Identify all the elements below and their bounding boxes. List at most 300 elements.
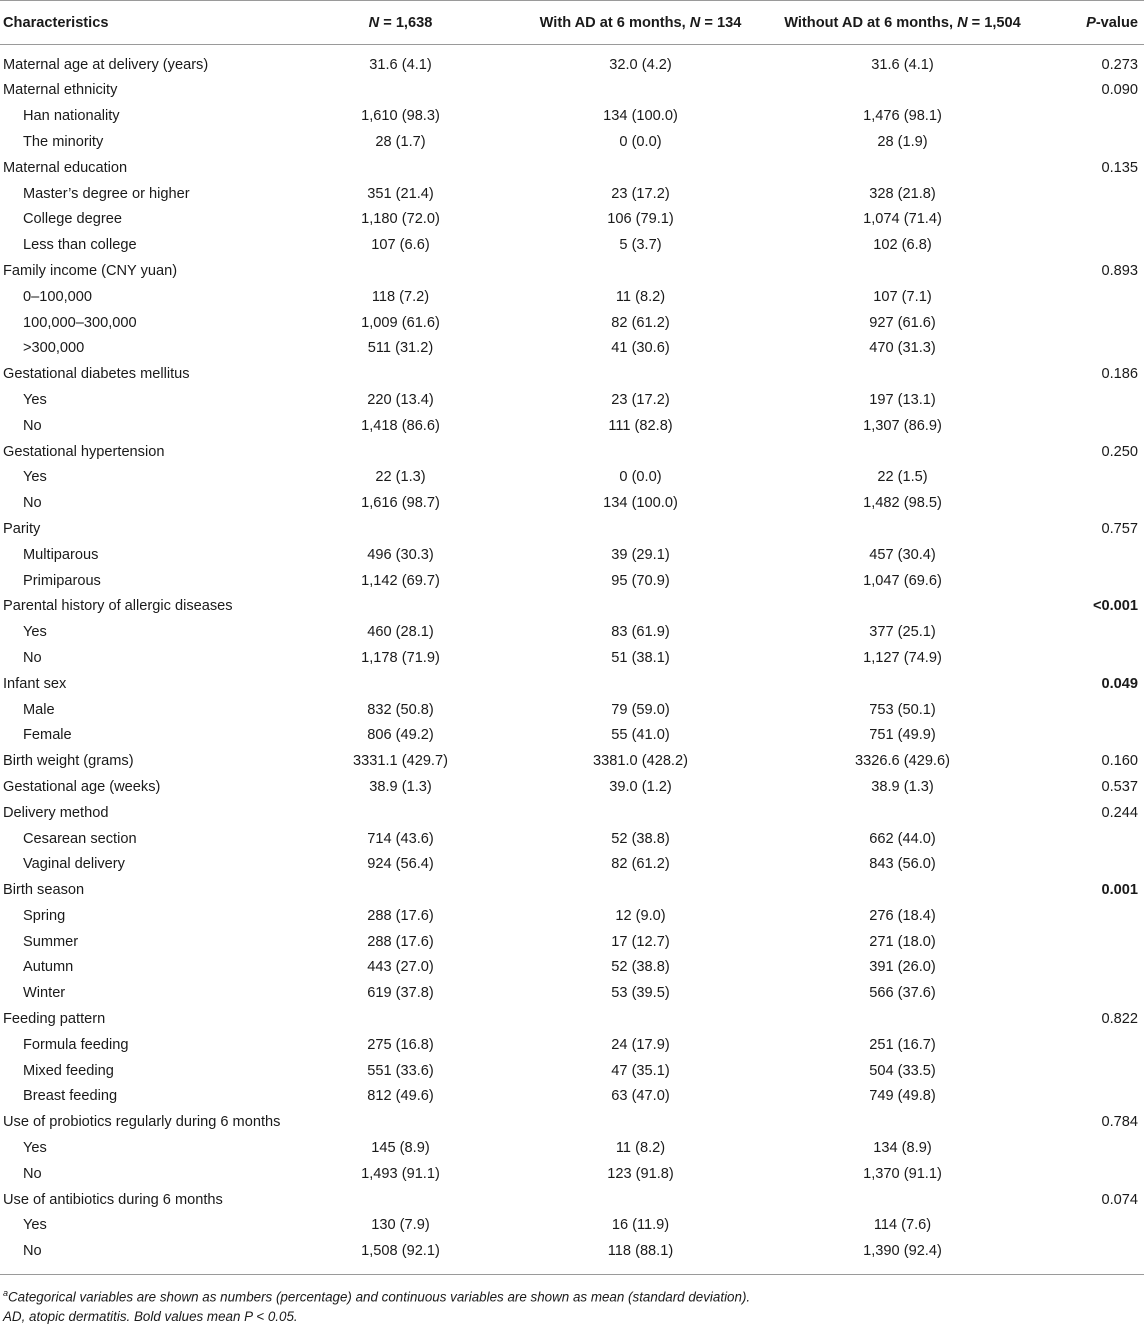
cell-pvalue: 0.784 — [1101, 1114, 1138, 1131]
cell-without-ad: 22 (1.5) — [877, 469, 928, 486]
cell-with-ad: 12 (9.0) — [615, 907, 666, 924]
cell-with-ad: 134 (100.0) — [603, 108, 678, 125]
table-row — [0, 568, 1144, 594]
header-without-ad — [772, 1, 1036, 45]
row-label: No — [23, 649, 42, 666]
cell-pvalue — [1036, 335, 1144, 361]
row-label: Spring — [23, 907, 66, 924]
cell-total: 130 (7.9) — [371, 1217, 430, 1234]
cell-total — [292, 1006, 512, 1032]
row-label: Yes — [23, 391, 47, 408]
cell-total: 288 (17.6) — [367, 907, 434, 924]
cell-pvalue — [1036, 903, 1144, 929]
row-label: Yes — [23, 469, 47, 486]
row-label: Gestational diabetes mellitus — [3, 366, 190, 383]
cell-without-ad: 457 (30.4) — [869, 546, 936, 563]
cell-with-ad — [512, 155, 772, 181]
cell-pvalue: 0.135 — [1101, 159, 1138, 176]
cell-total — [292, 1187, 512, 1213]
table-row — [0, 516, 1144, 542]
cell-with-ad: 95 (70.9) — [611, 572, 670, 589]
cell-with-ad: 118 (88.1) — [607, 1243, 674, 1260]
table-row — [0, 439, 1144, 465]
cell-pvalue: 0.822 — [1101, 1011, 1138, 1028]
cell-pvalue — [1036, 722, 1144, 748]
cell-pvalue: 0.186 — [1101, 366, 1138, 383]
cell-total: 551 (33.6) — [367, 1062, 434, 1079]
footnote-text-2: AD, atopic dermatitis. Bold values mean P < 0.05. — [3, 1309, 298, 1325]
cell-pvalue: <0.001 — [1092, 598, 1138, 615]
cell-without-ad — [772, 800, 1036, 826]
cell-total — [292, 877, 512, 903]
table-row — [0, 877, 1144, 903]
cell-with-ad: 23 (17.2) — [611, 391, 670, 408]
table-row — [0, 1006, 1144, 1032]
cell-total: 832 (50.8) — [367, 701, 434, 718]
row-label: Han nationality — [23, 108, 120, 125]
row-label: Cesarean section — [23, 830, 137, 847]
cell-total: 31.6 (4.1) — [369, 56, 432, 73]
table-row — [0, 258, 1144, 284]
table-row — [0, 1109, 1144, 1135]
cell-pvalue — [1036, 826, 1144, 852]
cell-total: 806 (49.2) — [367, 727, 434, 744]
cell-with-ad — [512, 361, 772, 387]
row-label: Infant sex — [3, 675, 67, 692]
table-row — [0, 929, 1144, 955]
table-row — [0, 774, 1144, 800]
table-row — [0, 1084, 1144, 1110]
cell-total: 288 (17.6) — [367, 933, 434, 950]
cell-pvalue — [1036, 413, 1144, 439]
table-row — [0, 1187, 1144, 1213]
cell-pvalue: 0.537 — [1101, 778, 1138, 795]
cell-pvalue — [1036, 1238, 1144, 1264]
row-label: Maternal ethnicity — [3, 82, 118, 99]
header-with-ad-value: = 134 — [700, 14, 742, 31]
cell-without-ad: 751 (49.9) — [869, 727, 936, 744]
cell-total: 118 (7.2) — [371, 288, 430, 305]
header-pvalue — [1036, 1, 1144, 45]
cell-total: 1,508 (92.1) — [361, 1243, 440, 1260]
row-label: >300,000 — [23, 340, 85, 357]
cell-with-ad: 0 (0.0) — [619, 469, 662, 486]
cell-without-ad — [772, 78, 1036, 104]
table-row — [0, 464, 1144, 490]
table-row — [0, 413, 1144, 439]
cell-total: 443 (27.0) — [367, 959, 434, 976]
cell-with-ad: 16 (11.9) — [611, 1217, 670, 1234]
cell-pvalue — [1036, 103, 1144, 129]
table-row — [0, 45, 1144, 78]
cell-with-ad — [512, 877, 772, 903]
cell-total: 924 (56.4) — [367, 856, 434, 873]
cell-without-ad: 1,307 (86.9) — [863, 417, 942, 434]
row-label: Gestational hypertension — [3, 443, 165, 460]
table-row — [0, 542, 1144, 568]
cell-total — [292, 155, 512, 181]
cell-with-ad: 17 (12.7) — [611, 933, 670, 950]
cell-pvalue: 0.244 — [1101, 804, 1138, 821]
cell-total: 275 (16.8) — [367, 1036, 434, 1053]
cell-with-ad — [512, 1006, 772, 1032]
cell-total: 22 (1.3) — [375, 469, 426, 486]
cell-pvalue — [1036, 568, 1144, 594]
row-label: Multiparous — [23, 546, 99, 563]
cell-with-ad: 83 (61.9) — [611, 624, 670, 641]
row-label: Gestational age (weeks) — [3, 778, 161, 795]
table-row — [0, 826, 1144, 852]
row-label: Use of antibiotics during 6 months — [3, 1191, 223, 1208]
cell-pvalue: 0.090 — [1101, 82, 1138, 99]
header-pvalue-rest: -value — [1095, 14, 1138, 31]
table-row — [0, 671, 1144, 697]
cell-total: 619 (37.8) — [367, 985, 434, 1002]
cell-with-ad: 47 (35.1) — [611, 1062, 670, 1079]
cell-pvalue — [1036, 1213, 1144, 1239]
row-label: College degree — [23, 211, 122, 228]
cell-total: 1,180 (72.0) — [361, 211, 440, 228]
cell-pvalue: 0.074 — [1101, 1191, 1138, 1208]
table-row — [0, 181, 1144, 207]
cell-pvalue — [1036, 697, 1144, 723]
table-row — [0, 129, 1144, 155]
cell-without-ad: 28 (1.9) — [877, 133, 928, 150]
header-characteristics-label: Characteristics — [3, 14, 109, 31]
row-label: Maternal education — [3, 159, 128, 176]
cell-total: 1,616 (98.7) — [361, 495, 440, 512]
cell-pvalue: 0.757 — [1101, 520, 1138, 537]
cell-with-ad: 51 (38.1) — [611, 649, 670, 666]
cell-with-ad — [512, 1109, 772, 1135]
header-with-ad — [512, 1, 772, 45]
row-label: Autumn — [23, 959, 74, 976]
cell-pvalue — [1036, 1084, 1144, 1110]
cell-without-ad — [772, 877, 1036, 903]
row-label: Primiparous — [23, 572, 101, 589]
cell-with-ad: 52 (38.8) — [611, 830, 670, 847]
header-total-value: = 1,638 — [379, 14, 433, 31]
cell-pvalue — [1036, 1058, 1144, 1084]
row-label: Mixed feeding — [23, 1062, 114, 1079]
cell-with-ad: 82 (61.2) — [611, 314, 670, 331]
cell-pvalue — [1036, 929, 1144, 955]
cell-with-ad: 11 (8.2) — [615, 1140, 666, 1157]
cell-pvalue — [1036, 232, 1144, 258]
cell-pvalue — [1036, 619, 1144, 645]
cell-pvalue — [1036, 645, 1144, 671]
cell-with-ad: 3381.0 (428.2) — [593, 753, 688, 770]
header-without-ad-n: N — [957, 14, 968, 31]
table-row — [0, 645, 1144, 671]
cell-total: 38.9 (1.3) — [369, 778, 432, 795]
cell-with-ad: 79 (59.0) — [611, 701, 670, 718]
cell-with-ad: 11 (8.2) — [615, 288, 666, 305]
cell-with-ad — [512, 800, 772, 826]
cell-without-ad — [772, 671, 1036, 697]
header-characteristics — [0, 1, 292, 45]
cell-total: 220 (13.4) — [367, 391, 434, 408]
header-row — [0, 1, 1144, 45]
table-row — [0, 697, 1144, 723]
header-with-ad-n: N — [689, 14, 701, 31]
row-label: Birth weight (grams) — [3, 753, 134, 770]
cell-without-ad — [772, 155, 1036, 181]
table-row — [0, 1238, 1144, 1264]
cell-total: 812 (49.6) — [367, 1088, 434, 1105]
cell-pvalue: 0.273 — [1101, 56, 1138, 73]
cell-with-ad: 134 (100.0) — [603, 495, 678, 512]
cell-without-ad — [772, 1006, 1036, 1032]
cell-total: 714 (43.6) — [367, 830, 434, 847]
cell-without-ad: 271 (18.0) — [869, 933, 936, 950]
cell-total: 107 (6.6) — [371, 237, 430, 254]
cell-with-ad: 0 (0.0) — [619, 133, 662, 150]
table-row — [0, 955, 1144, 981]
table-row — [0, 490, 1144, 516]
table-row — [0, 335, 1144, 361]
row-label: Winter — [23, 985, 66, 1002]
cell-pvalue — [1036, 1032, 1144, 1058]
cell-pvalue — [1036, 1135, 1144, 1161]
row-label: Use of probiotics regularly during 6 months — [3, 1114, 281, 1131]
cell-total — [292, 439, 512, 465]
row-label: Formula feeding — [23, 1036, 129, 1053]
cell-without-ad: 1,482 (98.5) — [863, 495, 942, 512]
cell-pvalue — [1036, 129, 1144, 155]
cell-with-ad: 32.0 (4.2) — [609, 56, 672, 73]
row-label: Male — [23, 701, 55, 718]
cell-without-ad: 134 (8.9) — [873, 1140, 932, 1157]
table-row — [0, 619, 1144, 645]
cell-without-ad: 377 (25.1) — [869, 624, 936, 641]
cell-with-ad: 63 (47.0) — [611, 1088, 670, 1105]
cell-with-ad — [512, 593, 772, 619]
cell-total: 1,610 (98.3) — [361, 108, 440, 125]
row-label: Parental history of allergic diseases — [3, 598, 233, 615]
cell-without-ad: 3326.6 (429.6) — [855, 753, 950, 770]
cell-without-ad: 31.6 (4.1) — [871, 56, 934, 73]
cell-with-ad: 111 (82.8) — [608, 417, 673, 434]
row-label: Vaginal delivery — [23, 856, 125, 873]
row-label: 100,000–300,000 — [23, 314, 137, 331]
table-row — [0, 851, 1144, 877]
header-pvalue-p: P — [1086, 14, 1096, 31]
cell-with-ad — [512, 439, 772, 465]
header-total — [292, 1, 512, 45]
table-row — [0, 980, 1144, 1006]
table-row — [0, 1161, 1144, 1187]
table-body — [0, 45, 1144, 1265]
cell-pvalue — [1036, 1161, 1144, 1187]
cell-total — [292, 258, 512, 284]
row-label: Delivery method — [3, 804, 109, 821]
cell-without-ad: 1,370 (91.1) — [863, 1165, 942, 1182]
row-label: The minority — [23, 133, 104, 150]
header-with-ad-text: With AD at 6 months, — [539, 14, 690, 31]
cell-without-ad: 1,074 (71.4) — [863, 211, 942, 228]
cell-total: 460 (28.1) — [367, 624, 434, 641]
table-row — [0, 1058, 1144, 1084]
cell-without-ad — [772, 1187, 1036, 1213]
table-row — [0, 284, 1144, 310]
cell-without-ad — [772, 1109, 1036, 1135]
cell-pvalue — [1036, 955, 1144, 981]
row-label: No — [23, 1165, 42, 1182]
cell-pvalue — [1036, 206, 1144, 232]
cell-without-ad — [772, 593, 1036, 619]
cell-with-ad: 52 (38.8) — [611, 959, 670, 976]
cell-without-ad: 662 (44.0) — [869, 830, 936, 847]
cell-pvalue: 0.160 — [1101, 753, 1138, 770]
footnote-line-2 — [3, 1307, 1144, 1327]
cell-pvalue: 0.049 — [1101, 675, 1138, 692]
cell-total: 496 (30.3) — [367, 546, 434, 563]
cell-without-ad: 470 (31.3) — [869, 340, 936, 357]
cell-total: 1,418 (86.6) — [361, 417, 440, 434]
cell-without-ad — [772, 516, 1036, 542]
cell-without-ad: 1,476 (98.1) — [863, 108, 942, 125]
cell-without-ad: 1,047 (69.6) — [863, 572, 942, 589]
row-label: Family income (CNY yuan) — [3, 262, 178, 279]
cell-pvalue — [1036, 542, 1144, 568]
header-without-ad-text: Without AD at 6 months, — [784, 14, 958, 31]
table-footnotes — [0, 1275, 1144, 1326]
cell-with-ad: 24 (17.9) — [611, 1036, 670, 1053]
cell-total — [292, 78, 512, 104]
cell-pvalue — [1036, 851, 1144, 877]
table-row — [0, 722, 1144, 748]
cell-total: 145 (8.9) — [371, 1140, 430, 1157]
cell-pvalue — [1036, 284, 1144, 310]
cell-total — [292, 361, 512, 387]
cell-with-ad: 82 (61.2) — [611, 856, 670, 873]
cell-with-ad: 41 (30.6) — [611, 340, 670, 357]
row-label: Breast feeding — [23, 1088, 118, 1105]
table-row — [0, 310, 1144, 336]
cell-without-ad — [772, 258, 1036, 284]
row-label: No — [23, 495, 42, 512]
cell-without-ad: 102 (6.8) — [873, 237, 932, 254]
cell-total: 28 (1.7) — [375, 133, 426, 150]
row-label: 0–100,000 — [23, 288, 92, 305]
table-row — [0, 361, 1144, 387]
cell-with-ad — [512, 516, 772, 542]
table-header — [0, 1, 1144, 45]
table-row — [0, 1135, 1144, 1161]
cell-total: 3331.1 (429.7) — [353, 753, 448, 770]
cell-with-ad: 55 (41.0) — [611, 727, 670, 744]
cell-total — [292, 593, 512, 619]
header-without-ad-value: = 1,504 — [967, 14, 1021, 31]
cell-total — [292, 671, 512, 697]
cell-without-ad — [772, 361, 1036, 387]
cell-total: 1,142 (69.7) — [361, 572, 440, 589]
table-row — [0, 103, 1144, 129]
cell-pvalue: 0.250 — [1101, 443, 1138, 460]
cell-total: 1,493 (91.1) — [361, 1165, 440, 1182]
table-row — [0, 78, 1144, 104]
row-label: Birth season — [3, 882, 85, 899]
cell-without-ad — [772, 439, 1036, 465]
row-label: Yes — [23, 1217, 47, 1234]
cell-with-ad: 123 (91.8) — [607, 1165, 674, 1182]
cell-without-ad: 566 (37.6) — [869, 985, 936, 1002]
table-row — [0, 800, 1144, 826]
cell-without-ad: 1,390 (92.4) — [863, 1243, 942, 1260]
cell-total — [292, 1109, 512, 1135]
cell-with-ad — [512, 258, 772, 284]
table-row — [0, 155, 1144, 181]
cell-total: 1,178 (71.9) — [361, 649, 440, 666]
cell-without-ad: 251 (16.7) — [869, 1036, 936, 1053]
cell-with-ad: 39 (29.1) — [611, 546, 670, 563]
row-label: Maternal age at delivery (years) — [3, 56, 209, 73]
cell-pvalue — [1036, 980, 1144, 1006]
row-label: Less than college — [23, 237, 137, 254]
table-row — [0, 1213, 1144, 1239]
row-label: No — [23, 1243, 42, 1260]
row-label: Parity — [3, 520, 41, 537]
header-total-n: N — [368, 14, 380, 31]
cell-with-ad: 23 (17.2) — [611, 185, 670, 202]
cell-without-ad: 843 (56.0) — [869, 856, 936, 873]
cell-without-ad: 276 (18.4) — [869, 907, 936, 924]
row-label: Summer — [23, 933, 79, 950]
footnote-text-1: Categorical variables are shown as numbers (percentage) and continuous variables are shown as mean (standard deviation). — [8, 1289, 751, 1305]
table-row — [0, 387, 1144, 413]
cell-pvalue: 0.001 — [1101, 882, 1138, 899]
cell-with-ad: 53 (39.5) — [611, 985, 670, 1002]
row-label: Feeding pattern — [3, 1011, 106, 1028]
cell-pvalue — [1036, 490, 1144, 516]
table-row — [0, 232, 1144, 258]
table-row — [0, 1032, 1144, 1058]
cell-without-ad: 38.9 (1.3) — [871, 778, 934, 795]
footnote-line-1 — [3, 1284, 1144, 1307]
cell-pvalue — [1036, 464, 1144, 490]
cell-total — [292, 516, 512, 542]
table-row — [0, 206, 1144, 232]
footnote-marker: a — [3, 1288, 9, 1299]
cell-without-ad: 1,127 (74.9) — [863, 649, 942, 666]
cell-without-ad: 753 (50.1) — [869, 701, 936, 718]
cell-pvalue: 0.893 — [1101, 262, 1138, 279]
row-label: Master’s degree or higher — [23, 185, 190, 202]
cell-with-ad — [512, 671, 772, 697]
cell-pvalue — [1036, 387, 1144, 413]
cell-with-ad — [512, 1187, 772, 1213]
cell-with-ad: 5 (3.7) — [619, 237, 662, 254]
cell-without-ad: 391 (26.0) — [869, 959, 936, 976]
cell-without-ad: 328 (21.8) — [869, 185, 936, 202]
table-row — [0, 593, 1144, 619]
row-label: Yes — [23, 1140, 47, 1157]
cell-total: 1,009 (61.6) — [361, 314, 440, 331]
cell-with-ad: 39.0 (1.2) — [609, 778, 672, 795]
cell-without-ad: 114 (7.6) — [873, 1217, 932, 1234]
cell-without-ad: 927 (61.6) — [869, 314, 936, 331]
cell-without-ad: 197 (13.1) — [869, 391, 936, 408]
cell-without-ad: 749 (49.8) — [869, 1088, 936, 1105]
cell-total — [292, 800, 512, 826]
table-row — [0, 748, 1144, 774]
row-label: No — [23, 417, 42, 434]
cell-with-ad: 106 (79.1) — [607, 211, 674, 228]
row-label: Yes — [23, 624, 47, 641]
row-label: Female — [23, 727, 72, 744]
cell-without-ad: 107 (7.1) — [873, 288, 932, 305]
